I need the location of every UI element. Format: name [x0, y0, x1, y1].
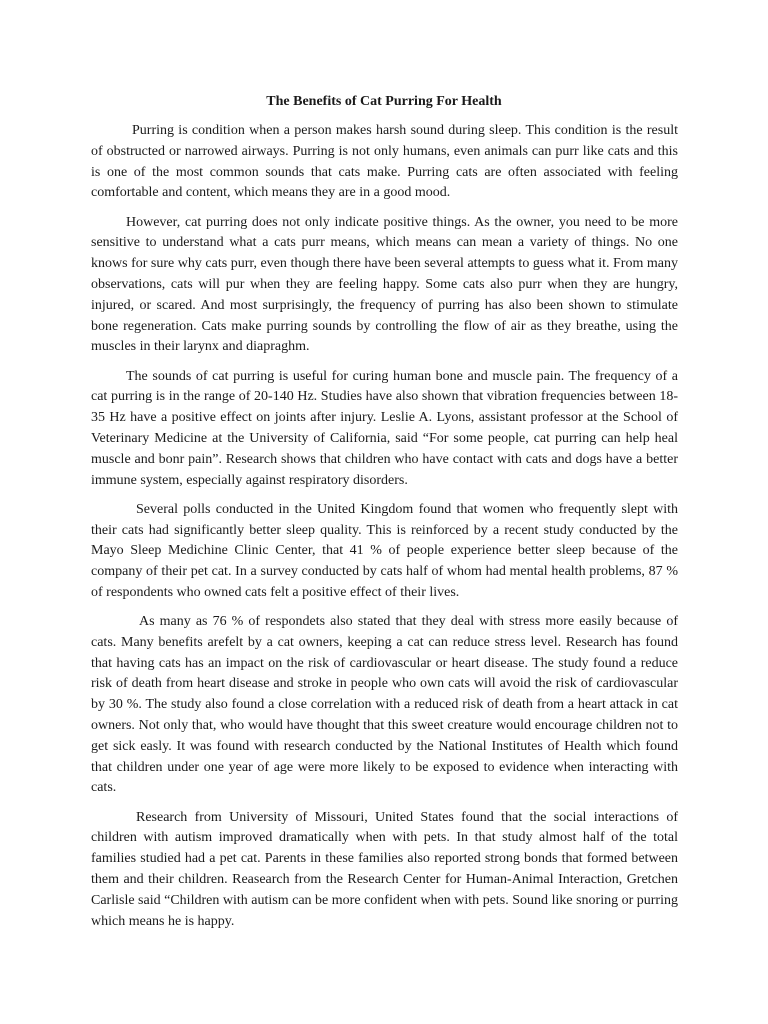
document-title: The Benefits of Cat Purring For Health: [266, 94, 502, 109]
paragraph-3: The sounds of cat purring is useful for curing human bone and muscle pain. The frequency of a cat purring is in the range of 20-140 Hz. Studies have also shown that vibration frequencies between 18-35 Hz have a positive effect on joints after injury. Leslie A. Lyons, assistant professor at the School of Veterinary Medicine at the University of California, said “For some people, cat purring can help heal muscle and bonr pain”. Research shows that children who have contact with cats and dogs have a better immune system, especially against respiratory disorders.: [91, 368, 678, 488]
paragraph-1: Purring is condition when a person makes harsh sound during sleep. This condition is the result of obstructed or narrowed airways. Purring is not only humans, even animals can purr like cats and this is one of the most common sounds that cats make. Purring cats are often associated with feeling comfortable and content, which means they are in a good mood.: [91, 123, 678, 201]
paragraph-5: As many as 76 % of respondets also stated that they deal with stress more easily because of cats. Many benefits arefelt by a cat owners, keeping a cat can reduce stress level. Research has found that having cats has an impact on the risk of cardiovascular or heart disease. The study found a reduce risk of death from heart disease and stroke in people who own cats will avoid the risk of cardiovascular by 30 %. The study also found a close correlation with a reduced risk of death from a heart attack in cat owners. Not only that, who would have thought that this sweet creature would encourage children not to get sick easly. It was found with research conducted by the National Institutes of Health which found that children under one year of age were more likely to be exposed to evidence when interacting with cats.: [91, 614, 678, 796]
paragraph-6: Research from University of Missouri, United States found that the social interactions of children with autism improved dramatically when with pets. In that study almost half of the total families studied had a pet cat. Parents in these families also reported strong bonds that formed between them and their children. Reasearch from the Research Center for Human-Animal Interaction, Gretchen Carlisle said “Children with autism can be more confident when with pets. Sound like snoring or purring which means he is happy.: [91, 809, 678, 929]
document-body: [91, 121, 678, 941]
paragraph-2: However, cat purring does not only indicate positive things. As the owner, you need to be more sensitive to understand what a cats purr means, which means can mean a variety of things. No one knows for sure why cats purr, even though there have been several attempts to guess what it. From many observations, cats will pur when they are feeling happy. Some cats also purr when they are hungry, injured, or scared. And most surprisingly, the frequency of purring has also been shown to stimulate bone regeneration. Cats make purring sounds by controlling the flow of air as they breathe, using the muscles in their larynx and diapraghm.: [91, 214, 678, 355]
paragraph-4: Several polls conducted in the United Kingdom found that women who frequently slept with their cats had significantly better sleep quality. This is reinforced by a recent study conducted by the Mayo Sleep Medichine Clinic Center, that 41 % of people experience better sleep because of the company of their pet cat. In a survey conducted by cats half of whom had mental health problems, 87 % of respondents who owned cats felt a positive effect of their lives.: [91, 501, 678, 600]
